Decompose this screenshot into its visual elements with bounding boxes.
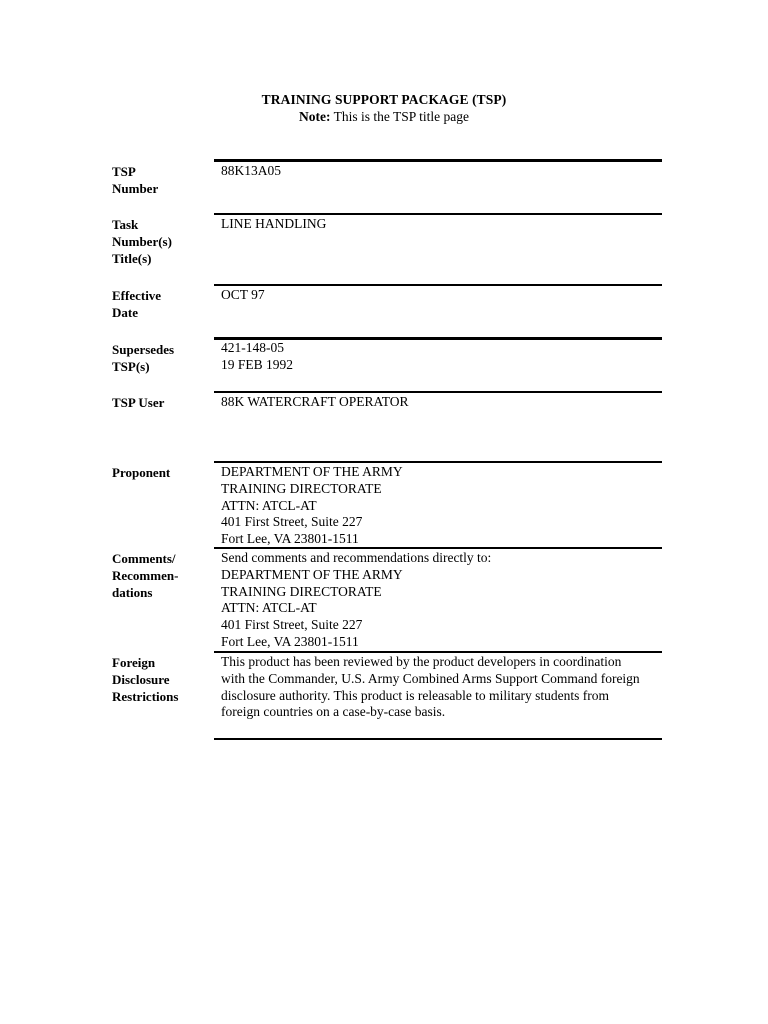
proponent-line: TRAINING DIRECTORATE: [221, 480, 382, 496]
proponent-line: DEPARTMENT OF THE ARMY: [221, 464, 403, 479]
proponent-line: Fort Lee, VA 23801-1511: [221, 531, 359, 547]
foreign-disclosure-value: [221, 654, 661, 721]
comments-line: 401 First Street, Suite 227: [221, 617, 363, 633]
foreign-disclosure-line: This product has been reviewed by the product developers in coordination: [221, 654, 622, 669]
page-note: [0, 109, 768, 125]
supersedes-line: 19 FEB 1992: [221, 356, 294, 372]
foreign-disclosure-line: disclosure authority. This product is releasable to military students from: [221, 687, 610, 703]
tsp-number-rule: [214, 159, 662, 162]
supersedes-value: [221, 340, 661, 374]
tsp-number-value: [221, 163, 661, 180]
tsp-user-line: 88K WATERCRAFT OPERATOR: [221, 394, 409, 409]
note-label: Note:: [299, 109, 331, 124]
task-value: [221, 216, 661, 233]
comments-line: ATTN: ATCL-AT: [221, 600, 317, 616]
tsp-user-value: [221, 394, 661, 411]
tsp-user-rule: [214, 391, 662, 393]
proponent-rule: [214, 461, 662, 463]
bottom-rule: [214, 738, 662, 740]
page-title: TRAINING SUPPORT PACKAGE (TSP): [261, 92, 507, 107]
tsp-number-label: TSP Number: [112, 164, 159, 196]
comments-rule: [214, 547, 662, 549]
effective-date-line: OCT 97: [221, 287, 265, 302]
proponent-value: [221, 464, 661, 548]
foreign-disclosure-line: with the Commander, U.S. Army Combined Arms Support Command foreign: [221, 670, 640, 686]
foreign-disclosure-label: Foreign Disclosure Restrictions: [112, 655, 179, 704]
effective-date-value: [221, 287, 661, 304]
comments-line: Fort Lee, VA 23801-1511: [221, 633, 359, 649]
task-title-line: LINE HANDLING: [221, 216, 327, 231]
proponent-line: ATTN: ATCL-AT: [221, 497, 317, 513]
comments-line: TRAINING DIRECTORATE: [221, 583, 382, 599]
supersedes-line: 421-148-05: [221, 340, 284, 355]
comments-value: [221, 550, 661, 651]
note-text: This is the TSP title page: [333, 109, 469, 124]
foreign-disclosure-line: foreign countries on a case-by-case basis.: [221, 704, 446, 720]
proponent-line: 401 First Street, Suite 227: [221, 514, 363, 530]
foreign-disclosure-rule: [214, 651, 662, 653]
effective-date-rule: [214, 284, 662, 286]
task-label: Task Number(s) Title(s): [112, 217, 172, 266]
effective-date-label: Effective Date: [112, 288, 162, 320]
comments-line: Send comments and recommendations directly to:: [221, 550, 492, 565]
tsp-user-label: TSP User: [112, 395, 165, 410]
comments-line: DEPARTMENT OF THE ARMY: [221, 566, 403, 582]
proponent-label: Proponent: [112, 465, 171, 480]
comments-label: Comments/ Recommen- dations: [112, 551, 179, 600]
supersedes-label: Supersedes TSP(s): [112, 342, 175, 374]
tsp-number-line: 88K13A05: [221, 163, 281, 178]
task-rule: [214, 213, 662, 215]
